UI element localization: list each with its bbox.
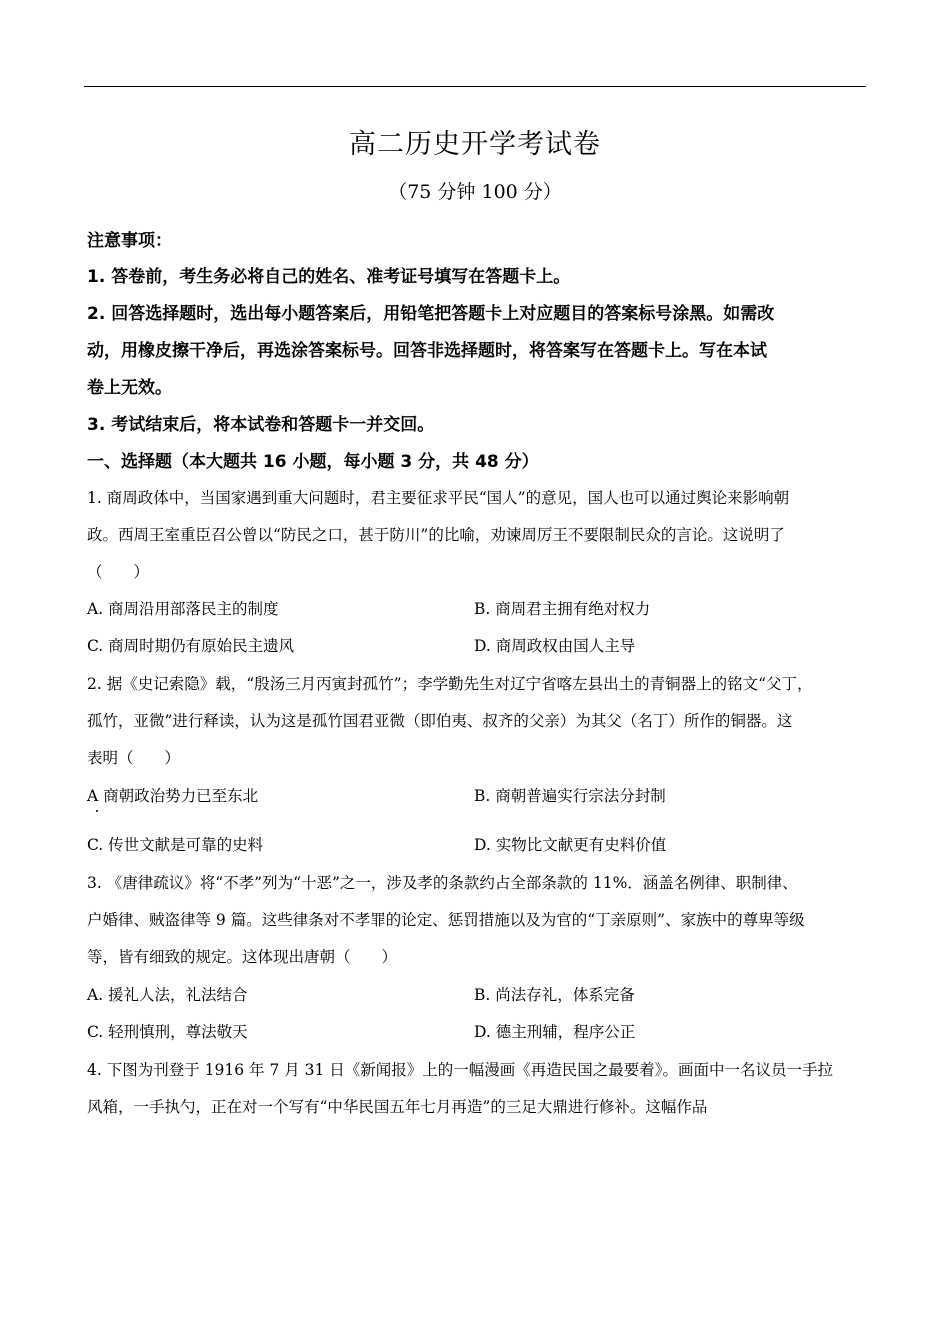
question-line: 政。西周王室重臣召公曾以“防民之口，甚于防川”的比喻，劝谏周厉王不要限制民众的言论。这说明了 [87, 526, 785, 544]
section-title: 一、选择题（本大题共 16 小题，每小题 3 分，共 48 分） [87, 452, 539, 472]
option-d: D. 实物比文献更有史料价值 [474, 836, 667, 854]
notice-item: 2. 回答选择题时，选出每小题答案后，用铅笔把答题卡上对应题目的答案标号涂黑。如需改 [87, 304, 775, 324]
stray-dot [96, 810, 98, 812]
page-title: 高二历史开学考试卷 [349, 129, 601, 160]
option-b: B. 商朝普遍实行宗法分封制 [474, 787, 666, 805]
question-line: 1. 商周政体中，当国家遇到重大问题时，君主要征求平民“国人”的意见，国人也可以通过舆论来影响朝 [87, 489, 790, 507]
option-a: A 商朝政治势力已至东北 [87, 787, 259, 805]
option-c: C. 传世文献是可靠的史料 [87, 836, 264, 854]
question-line: 3. 《唐律疏议》将“不孝”列为“十恶”之一，涉及孝的条款约占全部条款的 11%．涵盖名例律、职制律、 [87, 874, 798, 892]
notice-heading: 注意事项： [87, 231, 172, 251]
header-rule [84, 86, 866, 87]
option-c: C. 商周时期仍有原始民主遗风 [87, 637, 295, 655]
question-line: 风箱，一手执勺，正在对一个写有“中华民国五年七月再造”的三足大鼎进行修补。这幅作品 [87, 1098, 708, 1116]
option-d: D. 商周政权由国人主导 [474, 637, 636, 655]
notice-item: 1. 答卷前，考生务必将自己的姓名、准考证号填写在答题卡上。 [87, 267, 571, 287]
notice-item: 卷上无效。 [87, 378, 172, 398]
question-line: 孤竹，亚微”进行释读，认为这是孤竹国君亚微（即伯夷、叔齐的父亲）为其父（名丁）所作的铜器。这 [87, 712, 793, 730]
option-b: B. 尚法存礼，体系完备 [474, 986, 635, 1004]
question-line: 4. 下图为刊登于 1916 年 7 月 31 日《新闻报》上的一幅漫画《再造民国之最要着》。画面中一名议员一手拉 [87, 1061, 834, 1079]
notice-item: 3. 考试结束后，将本试卷和答题卡一并交回。 [87, 415, 435, 435]
question-line: 表明（ ） [87, 749, 181, 767]
option-c: C. 轻刑慎刑，尊法敬天 [87, 1023, 248, 1041]
option-d: D. 德主刑辅，程序公正 [474, 1023, 636, 1041]
page-subtitle: （75 分钟 100 分） [388, 181, 562, 203]
option-b: B. 商周君主拥有绝对权力 [474, 600, 651, 618]
option-a: A. 援礼人法，礼法结合 [87, 986, 248, 1004]
question-line: 等，皆有细致的规定。这体现出唐朝（ ） [87, 948, 398, 966]
question-line: 2. 据《史记索隐》载，“殷汤三月丙寅封孤竹”；李学勤先生对辽宁省喀左县出土的青铜器上的铭文“父丁， [87, 675, 813, 693]
question-line: （ ） [87, 563, 150, 581]
question-line: 户婚律、贼盗律等 9 篇。这些律条对不孝罪的论定、惩罚措施以及为官的“丁亲原则”、家族中的尊卑等级 [87, 911, 805, 929]
notice-item: 动，用橡皮擦干净后，再选涂答案标号。回答非选择题时，将答案写在答题卡上。写在本试 [87, 341, 767, 361]
option-a: A. 商周沿用部落民主的制度 [87, 600, 279, 618]
